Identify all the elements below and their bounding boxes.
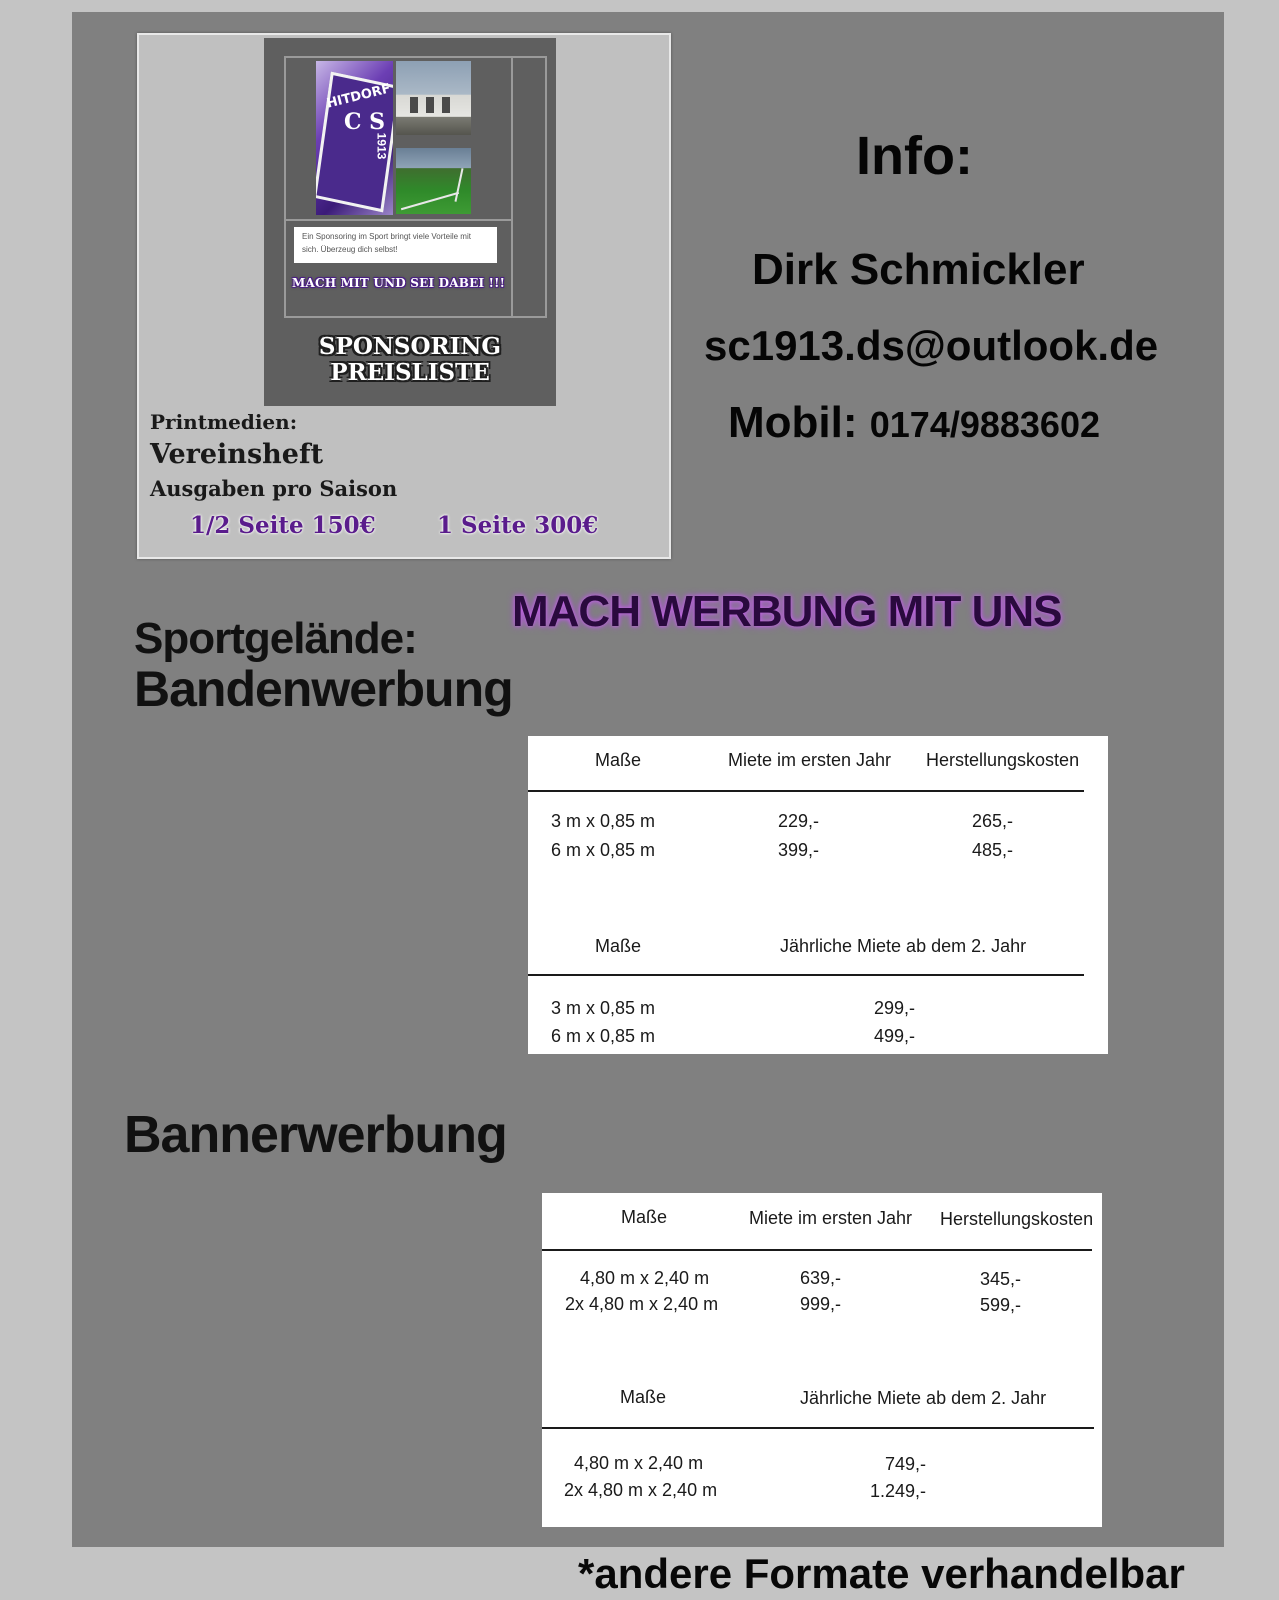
table-cell: 2x 4,80 m x 2,40 m: [565, 1294, 719, 1314]
banner-price-table: [542, 1193, 1102, 1527]
table-header: Jährliche Miete ab dem 2. Jahr: [800, 1388, 1047, 1408]
contact-mobile: [728, 398, 1100, 448]
mobile-label: Mobil:: [728, 398, 858, 447]
pennant-year: 1913: [374, 132, 389, 160]
flyer-slogan: MACH MIT UND SEI DABEI !!!: [291, 276, 506, 290]
table-header: Jährliche Miete ab dem 2. Jahr: [780, 936, 1027, 956]
print-media-label: Printmedien:: [150, 410, 298, 434]
table-cell: 3 m x 0,85 m: [551, 811, 656, 831]
table-cell: 399,-: [778, 840, 820, 860]
table-cell: 2x 4,80 m x 2,40 m: [564, 1480, 718, 1500]
table-header: Maße: [595, 750, 642, 770]
section-sport-label: Sportgelände:: [134, 614, 417, 663]
price-half-page: 1/2 Seite 150€: [190, 512, 376, 539]
table-rule: [542, 1249, 1092, 1251]
flyer-title-line2: PREISLISTE: [330, 359, 490, 386]
window: [442, 97, 450, 113]
table-cell: 4,80 m x 2,40 m: [580, 1268, 710, 1288]
pennant-text: HITDORF: [325, 81, 393, 112]
table-cell: 999,-: [800, 1294, 842, 1314]
table-cell: 599,-: [980, 1295, 1022, 1315]
banden-title: Bandenwerbung: [134, 661, 513, 717]
table-header: Maße: [621, 1207, 668, 1227]
window: [410, 97, 418, 113]
info-title: Info:: [856, 126, 973, 186]
table-header: Herstellungskosten: [940, 1209, 1094, 1229]
field-line: [454, 168, 463, 202]
flyer-title-line1: SPONSORING: [318, 333, 502, 360]
product-subtitle: Ausgaben pro Saison: [150, 476, 398, 501]
table-rule: [528, 974, 1084, 976]
table-cell: 639,-: [800, 1268, 842, 1288]
flyer-title: [264, 334, 556, 386]
table-cell: 299,-: [874, 998, 916, 1018]
window: [426, 97, 434, 113]
table-cell: 345,-: [980, 1269, 1022, 1289]
table-cell: 4,80 m x 2,40 m: [574, 1453, 704, 1473]
table-cell: 3 m x 0,85 m: [551, 998, 656, 1018]
table-rule: [528, 790, 1084, 792]
product-title: Vereinsheft: [150, 439, 324, 470]
table-header: Herstellungskosten: [926, 750, 1080, 770]
table-header: Maße: [595, 936, 642, 956]
mobile-number: 0174/9883602: [869, 404, 1100, 445]
table-cell: 229,-: [778, 811, 820, 831]
table-cell: 265,-: [972, 811, 1014, 831]
pennant-letters: C S: [344, 109, 386, 135]
table-cell: 1.249,-: [870, 1481, 927, 1501]
price-full-page: 1 Seite 300€: [437, 512, 599, 539]
table-rule: [542, 1427, 1094, 1429]
table-cell: 499,-: [874, 1026, 916, 1046]
table-cell: 6 m x 0,85 m: [551, 840, 656, 860]
sports-field-photo: [396, 148, 471, 214]
banden-price-table: [528, 736, 1108, 1054]
contact-name: Dirk Schmickler: [752, 245, 1085, 294]
table-cell: 6 m x 0,85 m: [551, 1026, 656, 1046]
club-pennant-image: [316, 61, 393, 215]
table-header: Miete im ersten Jahr: [749, 1208, 913, 1228]
footer-note: *andere Formate verhandelbar: [578, 1550, 1185, 1597]
frame-divider: [284, 219, 513, 221]
flyer-note: Ein Sponsoring im Sport bringt viele Vorteile mit sich. Überzeug dich selbst!: [294, 227, 497, 263]
contact-email: sc1913.ds@outlook.de: [704, 322, 1159, 369]
clubhouse-photo: [396, 61, 471, 135]
headline: MACH WERBUNG MIT UNS: [512, 587, 1062, 636]
table-cell: 485,-: [972, 840, 1014, 860]
table-header: Maße: [620, 1387, 667, 1407]
table-cell: 749,-: [885, 1454, 927, 1474]
banner-title: Bannerwerbung: [124, 1106, 507, 1164]
field-line: [401, 192, 459, 210]
table-header: Miete im ersten Jahr: [728, 750, 892, 770]
